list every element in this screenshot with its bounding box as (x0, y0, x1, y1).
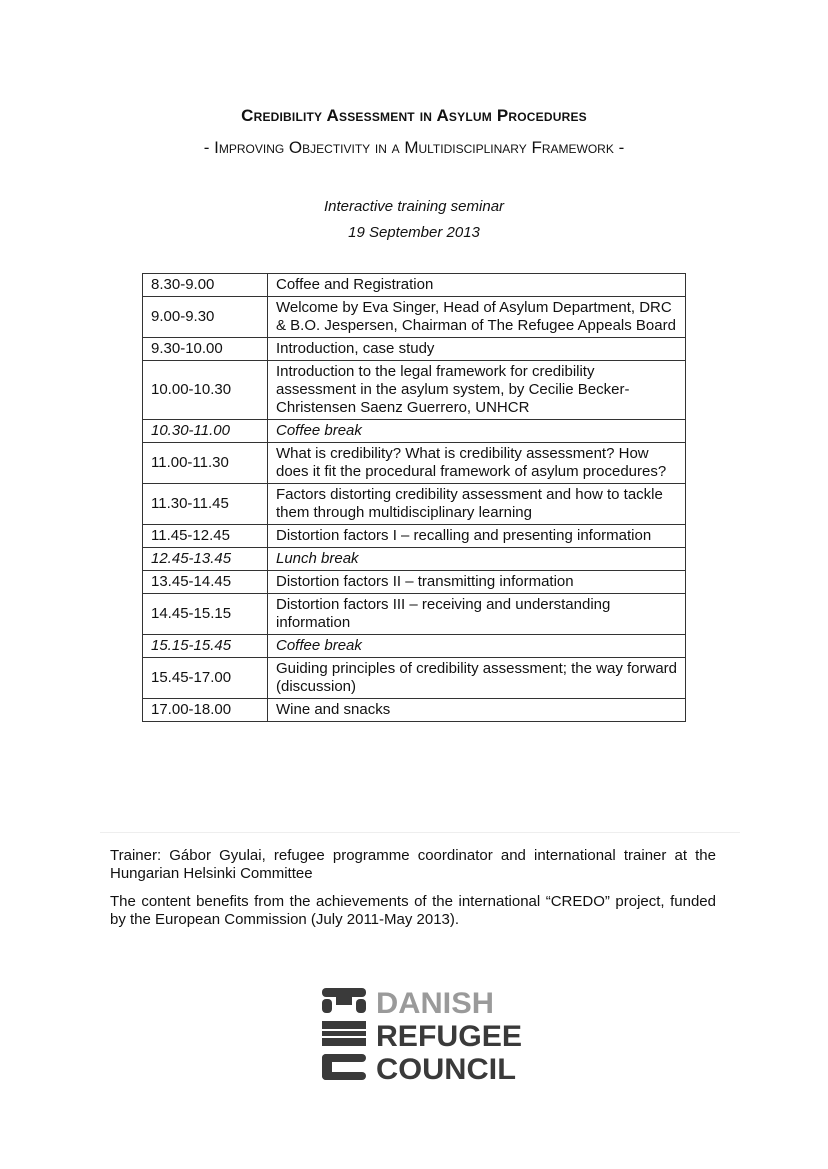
schedule-row (143, 635, 686, 658)
schedule-row (143, 548, 686, 571)
schedule-row (143, 297, 686, 338)
schedule-row (143, 571, 686, 594)
schedule-activity: Distortion factors I – recalling and presenting information (268, 525, 686, 548)
schedule-time: 11.30-11.45 (143, 484, 268, 525)
schedule-table (142, 273, 686, 722)
schedule-time: 9.00-9.30 (143, 297, 268, 338)
schedule-row (143, 699, 686, 722)
logo-line-3: COUNCIL (376, 1053, 516, 1085)
schedule-time: 14.45-15.15 (143, 594, 268, 635)
schedule-time: 10.00-10.30 (143, 361, 268, 420)
schedule-time: 15.45-17.00 (143, 658, 268, 699)
schedule-activity: Coffee break (268, 635, 686, 658)
schedule-activity: Guiding principles of credibility assessment; the way forward (discussion) (268, 658, 686, 699)
schedule-activity: Introduction to the legal framework for credibility assessment in the asylum system, by Cecilie Becker-Christensen Saenz Guerrero, UNHCR (268, 361, 686, 420)
schedule-row (143, 484, 686, 525)
schedule-activity: Distortion factors II – transmitting information (268, 571, 686, 594)
logo-line-1: DANISH (376, 987, 494, 1020)
schedule-time: 10.30-11.00 (143, 420, 268, 443)
schedule-activity: Factors distorting credibility assessment and how to tackle them through multidisciplinary learning (268, 484, 686, 525)
schedule-time: 11.00-11.30 (143, 443, 268, 484)
schedule-row (143, 274, 686, 297)
schedule-activity: Introduction, case study (268, 338, 686, 361)
schedule-activity: Coffee break (268, 420, 686, 443)
schedule-time: 13.45-14.45 (143, 571, 268, 594)
drc-logo-icon (322, 988, 366, 1080)
seminar-info (0, 194, 828, 246)
schedule-time: 12.45-13.45 (143, 548, 268, 571)
schedule-time: 11.45-12.45 (143, 525, 268, 548)
schedule-activity: Coffee and Registration (268, 274, 686, 297)
schedule-row (143, 658, 686, 699)
schedule-row (143, 361, 686, 420)
schedule-activity: Welcome by Eva Singer, Head of Asylum Department, DRC & B.O. Jespersen, Chairman of The Refugee Appeals Board (268, 297, 686, 338)
schedule-row (143, 338, 686, 361)
schedule-time: 15.15-15.45 (143, 635, 268, 658)
logo-line-2: REFUGEE (376, 1020, 522, 1053)
schedule-activity: Distortion factors III – receiving and understanding information (268, 594, 686, 635)
event-date: 19 September 2013 (348, 224, 480, 241)
trainer-note: Trainer: Gábor Gyulai, refugee programme coordinator and international trainer at the Hungarian Helsinki Committee (110, 847, 716, 882)
credits-note: The content benefits from the achievements of the international “CREDO” project, funded by the European Commission (July 2011-May 2013). (110, 893, 716, 928)
schedule-activity: What is credibility? What is credibility assessment? How does it fit the procedural framework of asylum procedures? (268, 443, 686, 484)
schedule-row (143, 525, 686, 548)
divider (100, 832, 740, 833)
event-type: Interactive training seminar (323, 198, 505, 215)
document-subtitle: - Improving Objectivity in a Multidisciplinary Framework - (203, 138, 625, 157)
schedule-time: 9.30-10.00 (143, 338, 268, 361)
schedule-activity: Wine and snacks (268, 699, 686, 722)
schedule-row (143, 443, 686, 484)
schedule-row (143, 594, 686, 635)
schedule-time: 17.00-18.00 (143, 699, 268, 722)
schedule-activity: Lunch break (268, 548, 686, 571)
document-title: Credibility Assessment in Asylum Procedures (241, 106, 587, 125)
drc-logo (320, 985, 530, 1085)
schedule-row (143, 420, 686, 443)
schedule-time: 8.30-9.00 (143, 274, 268, 297)
